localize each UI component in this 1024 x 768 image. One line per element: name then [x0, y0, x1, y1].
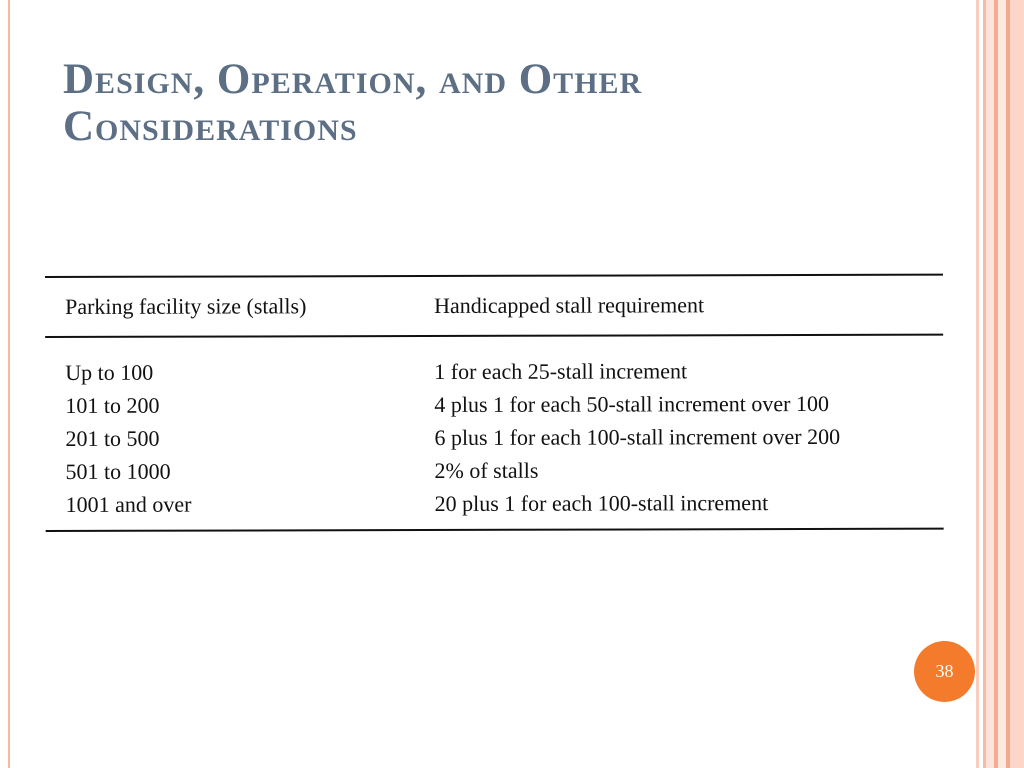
table-top-rule — [45, 274, 943, 278]
table-row — [45, 420, 943, 455]
requirement-cell: 20 plus 1 for each 100-stall increment — [434, 490, 769, 516]
table-bottom-rule — [46, 528, 944, 532]
table-row — [45, 453, 943, 488]
table-row — [46, 486, 944, 521]
facility-size-cell: 1001 and over — [65, 491, 192, 517]
table-body — [45, 354, 943, 521]
table-row — [45, 354, 943, 389]
requirement-cell: 4 plus 1 for each 50-stall increment over 100 — [434, 390, 830, 417]
table-row — [45, 387, 943, 422]
requirement-cell: 6 plus 1 for each 100-stall increment over 200 — [434, 423, 841, 450]
header-facility-size: Parking facility size (stalls) — [65, 293, 307, 319]
left-decorative-border — [0, 0, 10, 768]
requirement-cell: 1 for each 25-stall increment — [434, 358, 688, 384]
slide-title: Design, Operation, and Other Considerations — [63, 56, 643, 150]
right-decorative-stripes — [976, 0, 1024, 768]
facility-size-cell: 501 to 1000 — [65, 458, 171, 484]
header-stall-requirement: Handicapped stall requirement — [434, 292, 705, 318]
page-number-badge: 38 — [914, 641, 975, 702]
facility-size-cell: 101 to 200 — [65, 392, 160, 418]
requirement-cell: 2% of stalls — [434, 457, 539, 483]
parking-requirements-table — [45, 274, 944, 536]
table-header-rule — [45, 334, 943, 338]
facility-size-cell: 201 to 500 — [65, 425, 160, 451]
facility-size-cell: Up to 100 — [65, 359, 154, 385]
